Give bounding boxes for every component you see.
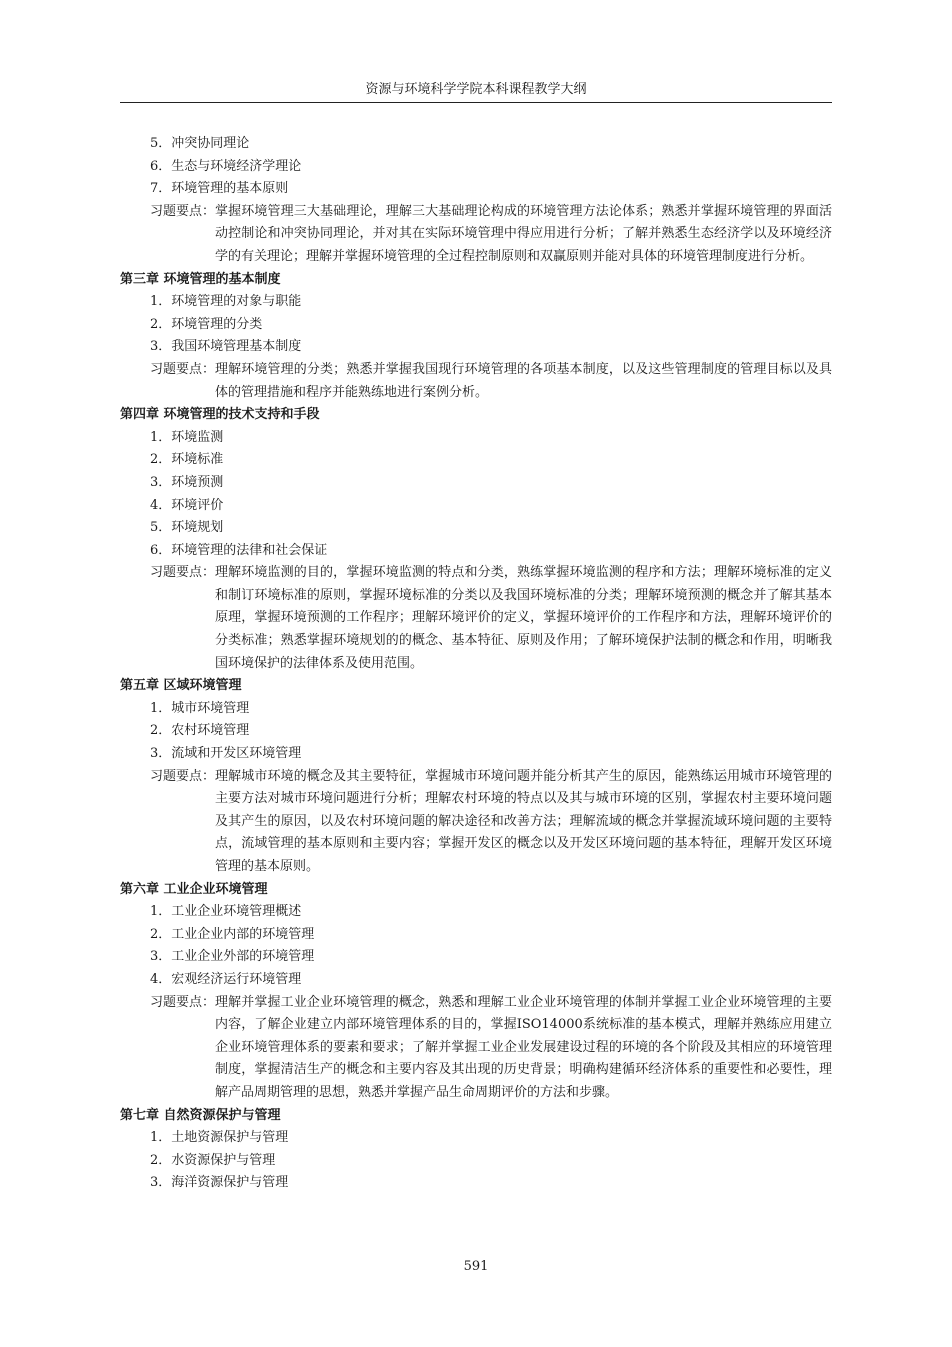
chapter-heading: 第五章 区域环境管理 (120, 678, 242, 694)
list-item: 3．海洋资源保护与管理 (150, 1175, 289, 1191)
list-item: 3．我国环境管理基本制度 (150, 339, 302, 355)
exercise-points (120, 201, 832, 269)
exercise-points (120, 766, 832, 879)
chapter-heading: 第六章 工业企业环境管理 (120, 881, 268, 897)
chapter-heading: 第三章 环境管理的基本制度 (120, 271, 281, 287)
list-item: 1．工业企业环境管理概述 (150, 904, 302, 920)
exercise-points (120, 992, 832, 1105)
exercise-label: 习题要点： (150, 994, 216, 1010)
exercise-label: 习题要点： (150, 203, 216, 219)
list-item: 1．土地资源保护与管理 (150, 1130, 289, 1146)
list-item: 7．环境管理的基本原则 (150, 181, 289, 197)
list-item: 5．冲突协同理论 (150, 136, 250, 151)
list-item: 3．流域和开发区环境管理 (150, 746, 302, 762)
document-body (120, 133, 832, 1195)
exercise-text: 理解环境监测的目的，掌握环境监测的特点和分类，熟练掌握环境监测的程序和方法；理解环境标准的定义和制订环境标准的原则，掌握环境标准的分类以及我国环境标准的分类；理解环境预测的概念并了解其基本原理，掌握环境预测的工作程序；理解环境评价的定义，掌握环境评价的工作程序和方法，理解环境评价的分类标准；熟悉掌握环境规划的的概念、基本特征、原则及作用；了解环境保护法制的概念和作用，明晰我国环境保护的法律体系及使用范围。 (215, 565, 832, 671)
list-item: 3．环境预测 (150, 474, 224, 490)
list-item: 6．生态与环境经济学理论 (150, 158, 302, 174)
list-item: 2．环境标准 (150, 452, 224, 468)
list-item: 2．农村环境管理 (150, 723, 250, 739)
list-item: 2．水资源保护与管理 (150, 1152, 276, 1168)
exercise-points (120, 562, 832, 675)
list-item: 2．环境管理的分类 (150, 316, 263, 332)
exercise-points (120, 359, 832, 404)
list-item: 5．环境规划 (150, 520, 224, 536)
list-item: 1．环境管理的对象与职能 (150, 294, 302, 310)
header-divider (120, 102, 832, 103)
list-item: 4．环境评价 (150, 497, 224, 513)
exercise-text: 理解城市环境的概念及其主要特征，掌握城市环境问题并能分析其产生的原因，能熟练运用城市环境管理的主要方法对城市环境问题进行分析；理解农村环境的特点以及其与城市环境的区别，掌握农村主要环境问题及其产生的原因，以及农村环境问题的解决途径和改善方法；理解流域的概念并掌握流域环境问题的主要特点，流域管理的基本原则和主要内容；掌握开发区的概念以及开发区环境问题的基本特征，理解开发区环境管理的基本原则。 (215, 768, 832, 874)
page-header (120, 80, 832, 100)
exercise-label: 习题要点： (150, 361, 216, 377)
exercise-label: 习题要点： (150, 768, 216, 784)
exercise-text: 掌握环境管理三大基础理论，理解三大基础理论构成的环境管理方法论体系；熟悉并掌握环境管理的界面活动控制论和冲突协同理论，并对其在实际环境管理中得应用进行分析；了解并熟悉生态经济学以及环境经济学的有关理论；理解并掌握环境管理的全过程控制原则和双赢原则并能对具体的环境管理制度进行分析。 (215, 203, 832, 264)
header-title: 资源与环境科学学院本科课程教学大纲 (365, 82, 587, 97)
exercise-text: 理解环境管理的分类；熟悉并掌握我国现行环境管理的各项基本制度，以及这些管理制度的管理目标以及具体的管理措施和程序并能熟练地进行案例分析。 (215, 361, 832, 400)
page-number: 591 (463, 1259, 489, 1274)
list-item: 3．工业企业外部的环境管理 (150, 949, 315, 965)
exercise-text: 理解并掌握工业企业环境管理的概念，熟悉和理解工业企业环境管理的体制并掌握工业企业环境管理的主要内容，了解企业建立内部环境管理体系的目的，掌握ISO14000系统标准的基本模式，理解并熟练应用建立企业环境管理体系的要素和要求；了解并掌握工业企业发展建设过程的环境的各个阶段及其相应的环境管理制度，掌握清洁生产的概念和主要内容及其出现的历史背景；明确构建循环经济体系的重要性和必要性，理解产品周期管理的思想，熟悉并掌握产品生命周期评价的方法和步骤。 (215, 994, 832, 1100)
list-item: 4．宏观经济运行环境管理 (150, 971, 302, 987)
exercise-label: 习题要点： (150, 565, 216, 581)
list-item: 1．环境监测 (150, 429, 224, 445)
chapter-heading: 第四章 环境管理的技术支持和手段 (120, 407, 320, 423)
list-item: 6．环境管理的法律和社会保证 (150, 542, 328, 558)
list-item: 1．城市环境管理 (150, 700, 250, 716)
chapter-heading: 第七章 自然资源保护与管理 (120, 1107, 281, 1123)
list-item: 2．工业企业内部的环境管理 (150, 926, 315, 942)
